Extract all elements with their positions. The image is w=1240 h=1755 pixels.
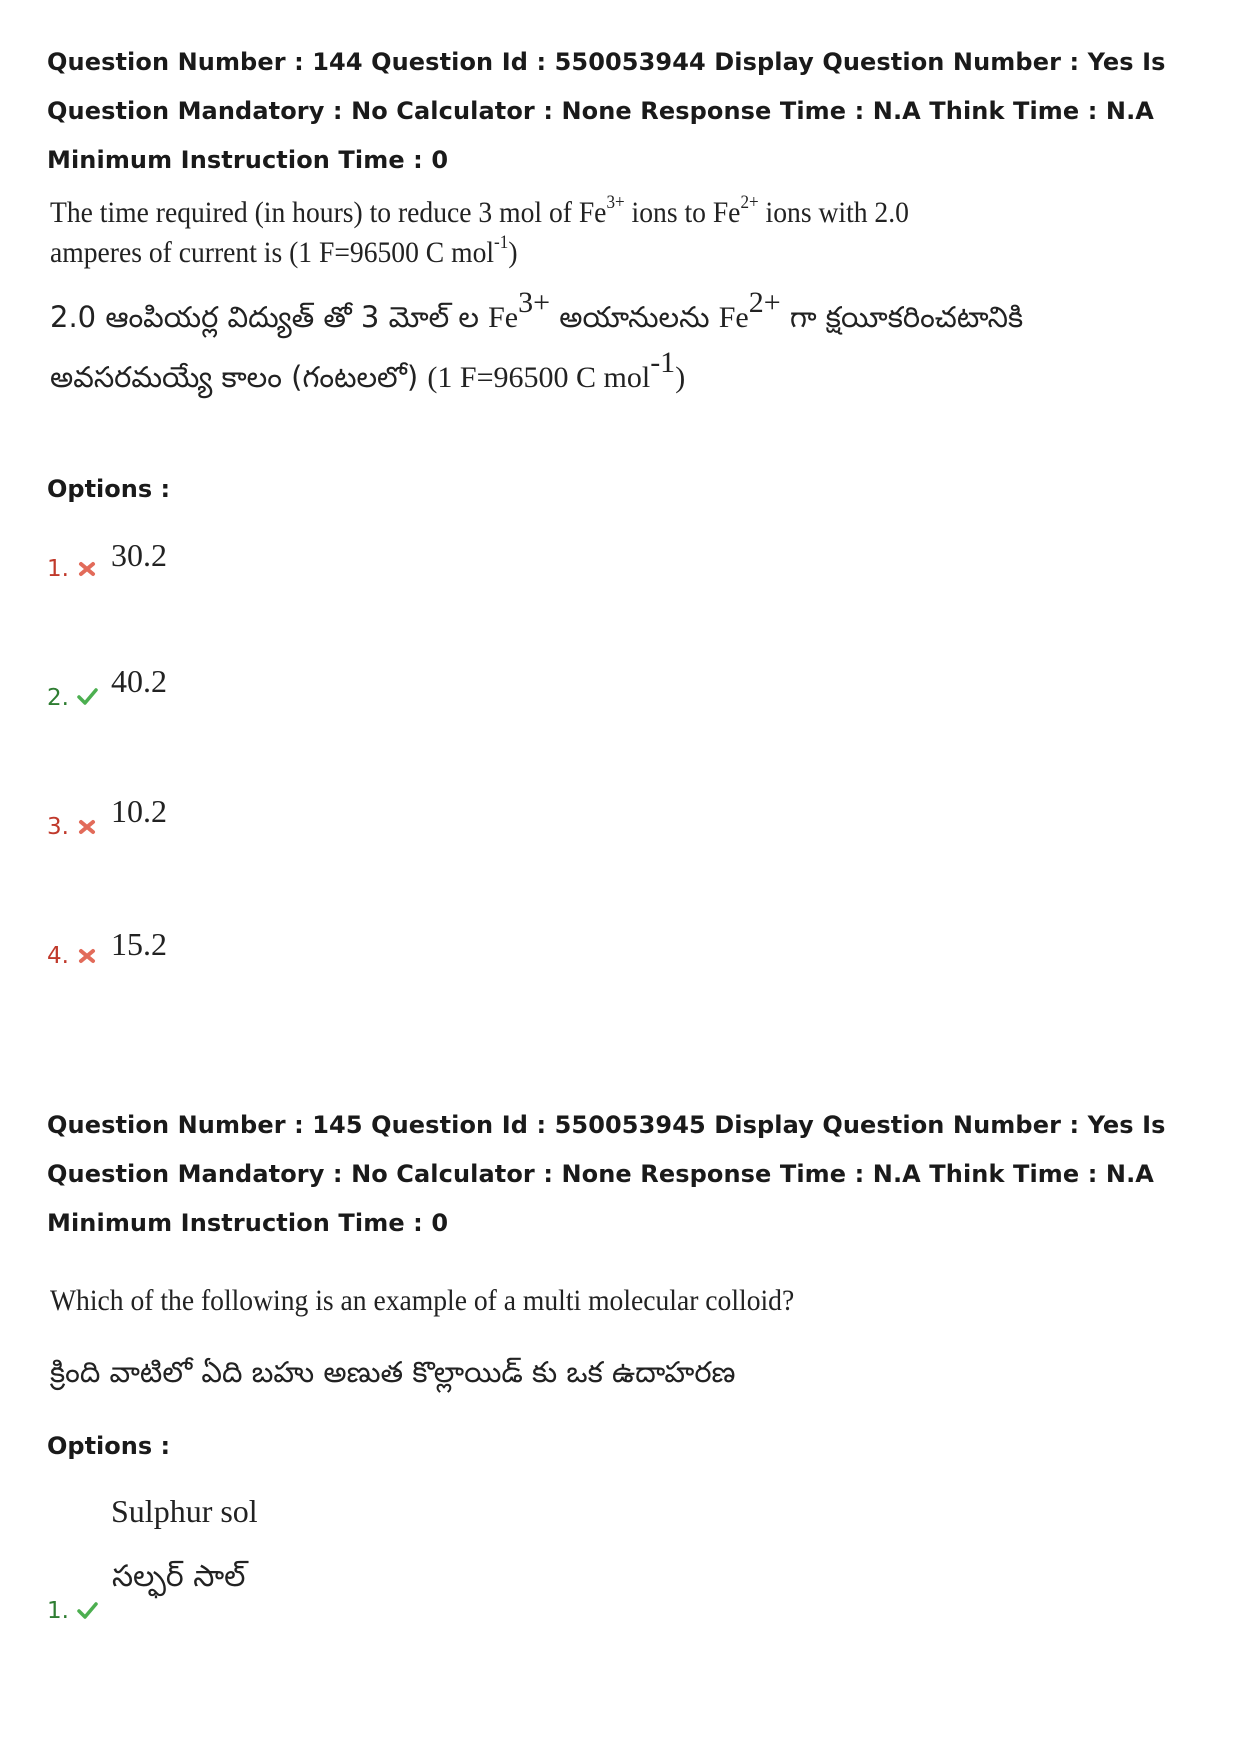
option-value-te: సల్ఫర్ సాల్ bbox=[112, 1559, 246, 1594]
option-number: 1. bbox=[47, 556, 69, 582]
superscript: 2+ bbox=[748, 285, 781, 319]
superscript: 3+ bbox=[518, 285, 551, 319]
question-text-en-line-2 bbox=[50, 233, 518, 273]
text-segment: ) bbox=[508, 236, 518, 269]
text-segment: అవసరమయ్యే కాలం (గంటలలో) bbox=[50, 360, 428, 394]
text-segment: ions to Fe bbox=[624, 196, 741, 229]
check-icon bbox=[76, 685, 98, 707]
option-value: 40.2 bbox=[111, 663, 167, 699]
check-icon bbox=[76, 1599, 98, 1621]
text-segment: 2.0 ఆంపియర్ల విద్యుత్ తో 3 మోల్ ల bbox=[50, 300, 489, 334]
text-segment: అయానులను bbox=[550, 300, 719, 334]
cross-icon bbox=[76, 816, 98, 838]
option-value: 15.2 bbox=[111, 926, 167, 962]
option-value: 10.2 bbox=[111, 793, 167, 829]
superscript: 3+ bbox=[606, 192, 625, 214]
question-text-te-line-1: క్రింది వాటిలో ఏది బహు అణుత కొల్లాయిడ్ కు ఒక ఉదాహరణ bbox=[50, 1355, 736, 1389]
cross-icon bbox=[76, 945, 98, 967]
text-segment: ions with 2.0 bbox=[758, 196, 909, 229]
text-segment: గా క్షయీకరించటానికి bbox=[780, 300, 1024, 334]
question-text-en-line-1: Which of the following is an example of a multi molecular colloid? bbox=[50, 1284, 795, 1317]
question-meta: Question Number : 144 Question Id : 550053944 Display Question Number : Yes Is Question Mandatory : No Calculator : None Response Time : N.A Think Time : N.A Minimum Instruction Time : 0 bbox=[47, 48, 1166, 174]
question-text-te-line-2 bbox=[50, 345, 686, 398]
superscript: -1 bbox=[650, 345, 676, 379]
superscript: 2+ bbox=[740, 192, 759, 214]
text-segment: Fe bbox=[488, 301, 519, 334]
option-value-en: Sulphur sol bbox=[111, 1493, 258, 1529]
option-number: 2. bbox=[47, 685, 69, 711]
superscript: -1 bbox=[494, 232, 509, 254]
question-meta: Question Number : 145 Question Id : 550053945 Display Question Number : Yes Is Question Mandatory : No Calculator : None Response Time : N.A Think Time : N.A Minimum Instruction Time : 0 bbox=[47, 1111, 1166, 1237]
options-label: Options : bbox=[47, 475, 171, 503]
text-segment: The time required (in hours) to reduce 3 mol of Fe bbox=[50, 196, 607, 229]
option-number: 1. bbox=[47, 1598, 69, 1624]
cross-icon bbox=[76, 558, 98, 580]
question-text-te-line-1 bbox=[50, 285, 1024, 338]
text-segment: amperes of current is (1 F=96500 C mol bbox=[50, 236, 495, 269]
options-label: Options : bbox=[47, 1432, 171, 1460]
option-number: 4. bbox=[47, 943, 69, 969]
option-value: 30.2 bbox=[111, 537, 167, 573]
text-segment: Fe bbox=[718, 301, 749, 334]
text-segment: ) bbox=[675, 361, 686, 394]
option-number: 3. bbox=[47, 814, 69, 840]
text-segment: (1 F=96500 C mol bbox=[427, 361, 651, 394]
question-text-en-line-1 bbox=[50, 193, 909, 233]
